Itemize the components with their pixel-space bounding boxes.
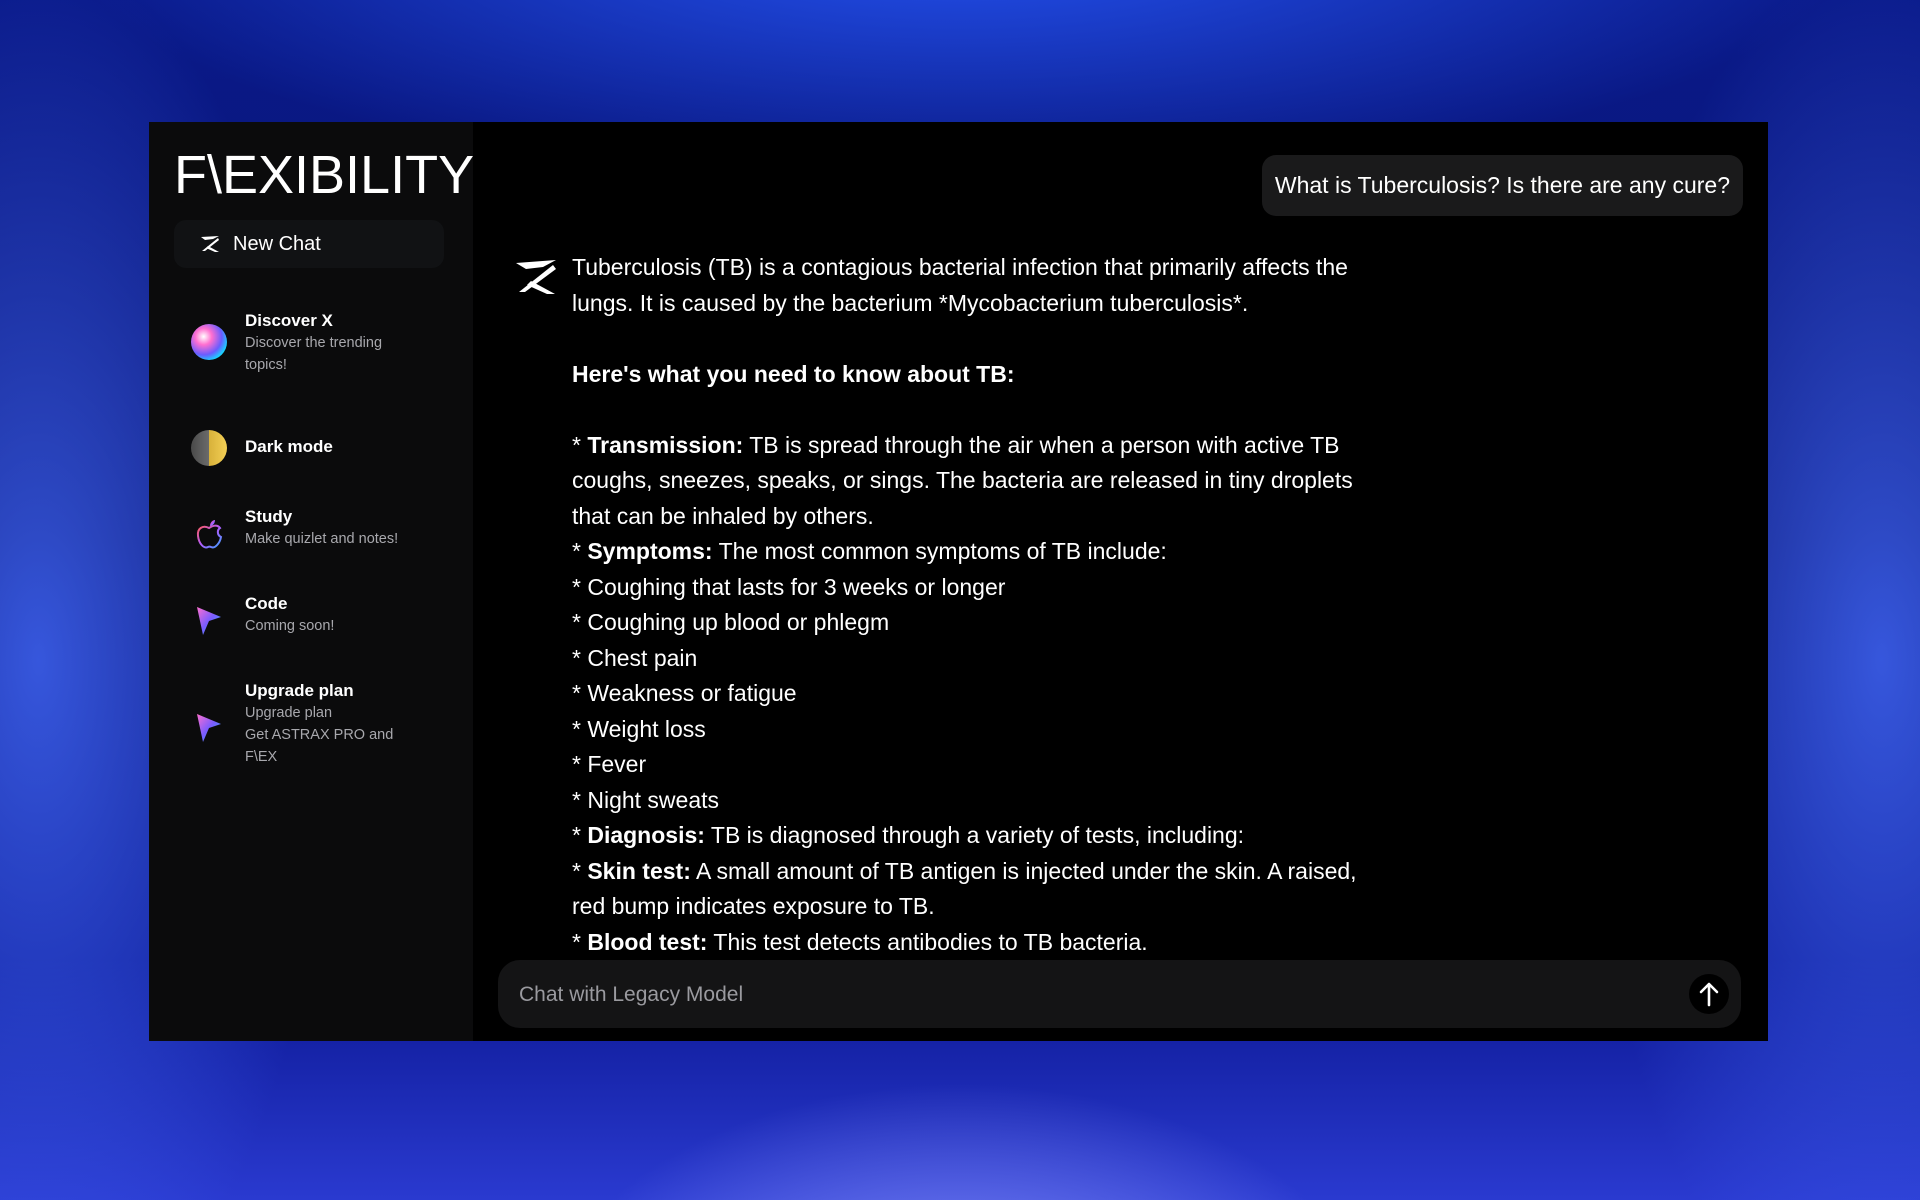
sidebar-item-title: Code — [245, 594, 288, 613]
answer-line: * Chest pain — [572, 644, 698, 671]
sidebar — [149, 122, 473, 1041]
sidebar-item-subtitle: topics! — [245, 357, 287, 373]
answer-line: * Symptoms: The most common symptoms of TB include: — [572, 538, 1167, 564]
answer-line: * Blood test: This test detects antibodies to TB bacteria. — [572, 928, 1148, 955]
brand-x-icon — [199, 234, 221, 254]
answer-line: * Transmission: TB is spread through the air when a person with active TB coughs, sneezes, speaks, or sings. The bacteria are released in tiny droplets that can be inhaled by others. — [572, 431, 1353, 529]
new-chat-label: New Chat — [233, 232, 321, 255]
sidebar-item-subtitle: Get ASTRAX PRO and — [245, 727, 394, 743]
sidebar-item-title: Dark mode — [245, 437, 333, 456]
sparkle-icon — [191, 603, 227, 639]
app-window — [149, 122, 1768, 1041]
sidebar-item-subtitle: Discover the trending — [245, 335, 383, 351]
sidebar-item-title: Study — [245, 507, 293, 526]
apple-icon — [191, 516, 227, 552]
answer-line: * Skin test: A small amount of TB antigen is injected under the skin. A raised, red bump indicates exposure to TB. — [572, 857, 1357, 919]
sidebar-item-subtitle: F\EX — [245, 749, 278, 765]
sidebar-item-title: Discover X — [245, 311, 333, 330]
answer-line: * Fever — [572, 751, 647, 777]
sidebar-item-dark-mode[interactable] — [191, 430, 461, 466]
answer-line: * Night sweats — [572, 786, 720, 813]
chat-panel — [473, 122, 1768, 1041]
moon-icon — [191, 430, 227, 466]
send-button[interactable] — [1689, 974, 1729, 1014]
answer-line: * Weakness or fatigue — [572, 680, 797, 706]
answer-line: * Diagnosis: TB is diagnosed through a variety of tests, including: — [572, 822, 1245, 848]
sidebar-item-subtitle: Make quizlet and notes! — [245, 531, 399, 547]
chat-input[interactable] — [517, 960, 1661, 1030]
siri-orb-icon — [191, 324, 227, 360]
new-chat-button[interactable] — [174, 220, 444, 268]
sidebar-item-subtitle: Upgrade plan — [245, 705, 333, 721]
sidebar-item-upgrade-plan[interactable] — [191, 680, 461, 768]
sparkle-icon — [191, 710, 227, 746]
answer-line: * Weight loss — [572, 715, 706, 742]
user-message-bubble: What is Tuberculosis? Is there are any cure? — [1262, 155, 1743, 216]
sidebar-item-subtitle: Coming soon! — [245, 618, 335, 634]
sidebar-item-discover-x[interactable] — [191, 310, 461, 376]
bot-avatar-icon — [513, 257, 559, 297]
answer-heading: Here's what you need to know about TB: — [572, 360, 1015, 387]
answer-intro: Tuberculosis (TB) is a contagious bacterial infection that primarily affects the lungs. It is caused by the bacterium *Mycobacterium tuberculosis*. — [572, 254, 1348, 316]
sidebar-item-study[interactable] — [191, 506, 461, 552]
app-logo: F\EXIBILITY — [174, 145, 475, 205]
sidebar-item-title: Upgrade plan — [245, 681, 354, 700]
sidebar-item-code[interactable] — [191, 593, 461, 639]
chat-composer — [498, 960, 1741, 1028]
arrow-up-icon — [1698, 981, 1720, 1007]
assistant-message — [572, 250, 1372, 955]
answer-line: * Coughing up blood or phlegm — [572, 609, 890, 635]
answer-line: * Coughing that lasts for 3 weeks or longer — [572, 573, 1006, 600]
